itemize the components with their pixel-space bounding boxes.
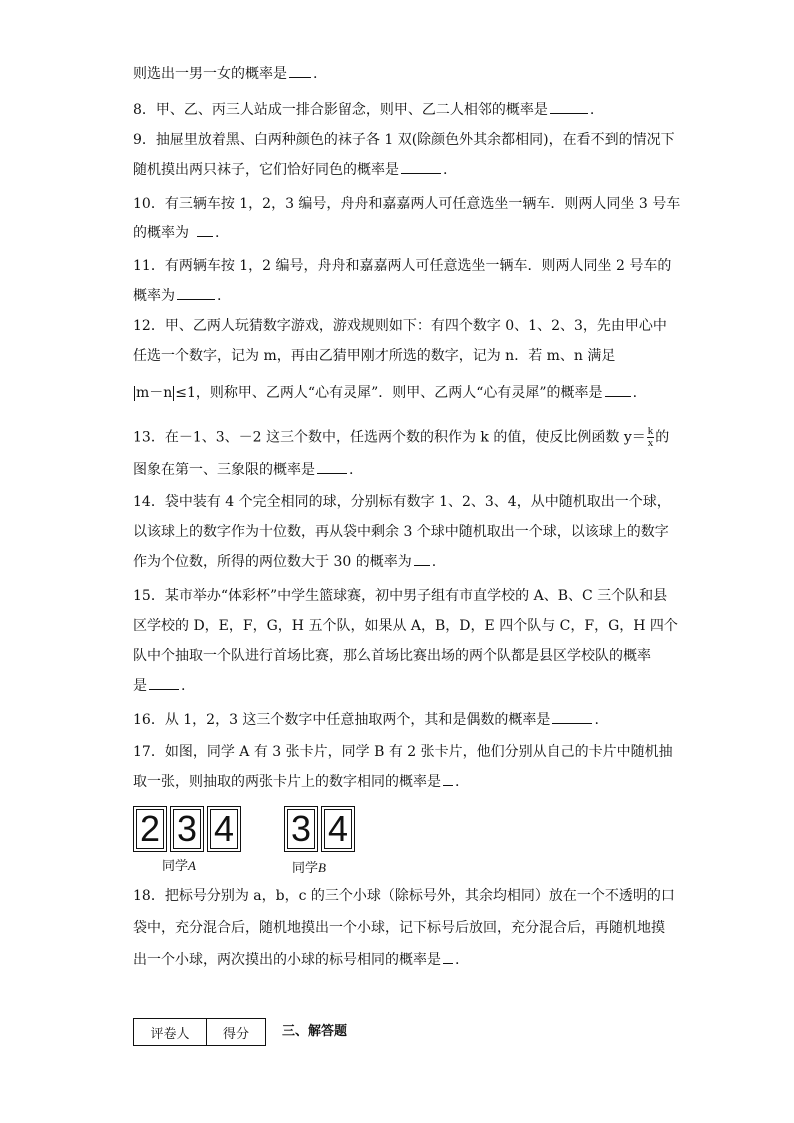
abs-bar-left [134,386,135,401]
answer-blank [414,553,430,566]
section-title: 三、解答题 [282,1024,348,1039]
fraction-k-over-x [647,426,655,449]
answer-blank [552,711,592,724]
answer-blank [317,461,347,474]
card-a-2: 3 [170,806,204,852]
cards-student-b [284,806,358,856]
caption-text: 同学 [162,859,189,874]
question-11-line-1: 11．有两辆车按 1，2 编号，舟舟和嘉嘉两人可任意选坐一辆车．则两人同坐 2 号车的 [133,258,672,274]
caption-text: 同学 [292,861,319,876]
text: . [594,712,599,728]
card-a-3: 4 [207,806,241,852]
caption-student-a [162,858,196,875]
text: 16．从 1，2，3 这三个数字中任意抽取两个，其和是偶数的概率是 [133,712,551,728]
text: 8．甲、乙、丙三人站成一排合影留念，则甲、乙二人相邻的概率是 [133,102,548,118]
caption-student-b [292,860,326,877]
text: . [632,385,638,401]
caption-letter: A [188,858,196,873]
question-12-line-2: 任选一个数字，记为 m，再由乙猜甲刚才所选的数字，记为 n．若 m、n 满足 [133,348,616,364]
question-15-line-3: 队中个抽取一个队进行首场比赛，那么首场比赛出场的两个队都是县区学校队的概率 [133,648,651,664]
caption-letter: B [318,860,326,875]
question-13-line-1 [133,426,673,449]
question-10-line-2 [133,223,673,243]
question-15-line-1: 15．某市举办“体彩杯”中学生篮球赛，初中男子组有市直学校的 A、B、C 三个队和县 [133,588,668,604]
text: 的概率为 [133,225,189,241]
question-18-line-2: 袋中，充分混合后，随机地摸出一个小球，记下标号后放回，充分混合后，再随机地摸 [133,920,665,936]
text: 出一个小球，两次摸出的小球的标号相同的概率是 [133,952,441,968]
text: . [443,162,448,178]
score-box [133,1018,266,1046]
card-a-1: 2 [133,806,167,852]
text: 13．在－1、3、－2 这三个数中，任选两个数的积作为 k 的值，使反比例函数 y＝ [133,429,646,446]
text: 图象在第一、三象限的概率是 [133,462,315,478]
score-cell: 得分 [207,1019,266,1046]
text: . [349,462,354,478]
question-17-line-2 [133,772,673,792]
text: . [455,952,460,968]
question-15-line-4 [133,676,673,696]
math-expression: m－n [136,385,173,401]
question-12-line-1: 12．甲、乙两人玩猜数字游戏，游戏规则如下：有四个数字 0、1、2、3，先由甲心中 [133,318,667,334]
question-10-line-1: 10．有三辆车按 1，2，3 编号，舟舟和嘉嘉两人可任意选坐一辆车．则两人同坐 3 号车 [133,196,681,212]
fraction-numerator: k [647,425,654,437]
answer-blank [443,951,453,964]
question-18-line-3 [133,950,673,970]
answer-blank [550,101,588,114]
question-14-line-2: 以该球上的数字作为十位数，再从袋中剩余 3 个球中随机取出一个球，以该球上的数字 [133,524,669,540]
text: 则选出一男一女的概率是 [133,66,287,82]
answer-blank [177,287,215,300]
text: . [431,554,437,570]
card-b-1: 3 [284,806,318,852]
question-12-line-3 [133,383,673,403]
text: . [455,774,460,790]
question-14-line-3 [133,552,673,572]
answer-blank [401,161,441,174]
text: 的 [655,429,670,446]
question-16 [133,710,673,730]
q7-continuation [133,64,673,84]
text: . [215,225,220,241]
text: 随机摸出两只袜子，它们恰好同色的概率是 [133,162,399,178]
text: . [589,102,595,118]
question-9-line-1: 9．抽屉里放着黑、白两种颜色的袜子各 1 双(除颜色外其余都相同)，在看不到的情况下 [133,132,675,148]
text: 是 [133,678,147,694]
question-18-line-1: 18．把标号分别为 a，b，c 的三个小球（除标号外，其余均相同）放在一个不透明的口 [133,888,675,904]
answer-blank [605,384,631,397]
question-9-line-2 [133,160,673,180]
answer-blank [149,677,179,690]
text: 概率为 [133,288,175,304]
text: . [313,66,318,82]
answer-blank [197,224,213,237]
text: 取一张，则抽取的两张卡片上的数字相同的概率是 [133,774,441,790]
text: ≤1，则称甲、乙两人“心有灵犀”．则甲、乙两人“心有灵犀”的概率是 [175,385,603,401]
question-13-line-2 [133,460,673,480]
card-b-2: 4 [321,806,355,852]
text: . [217,288,222,304]
answer-blank [289,65,311,78]
grader-cell: 评卷人 [134,1019,207,1046]
text: . [181,678,186,694]
text: 作为个位数，所得的两位数大于 30 的概率为 [133,554,412,570]
cards-student-a [133,806,244,856]
question-11-line-2 [133,286,673,306]
answer-blank [443,773,453,786]
question-14-line-1: 14．袋中装有 4 个完全相同的球，分别标有数字 1、2、3、4，从中随机取出一个球， [133,494,671,510]
question-15-line-2: 区学校的 D，E，F，G，H 五个队，如果从 A，B，D，E 四个队与 C，F，G，H 四个 [133,618,678,634]
question-8 [133,100,673,120]
fraction-denominator: x [647,437,654,449]
question-17-line-1: 17．如图，同学 A 有 3 张卡片，同学 B 有 2 张卡片，他们分别从自己的卡片中随机抽 [133,744,673,760]
